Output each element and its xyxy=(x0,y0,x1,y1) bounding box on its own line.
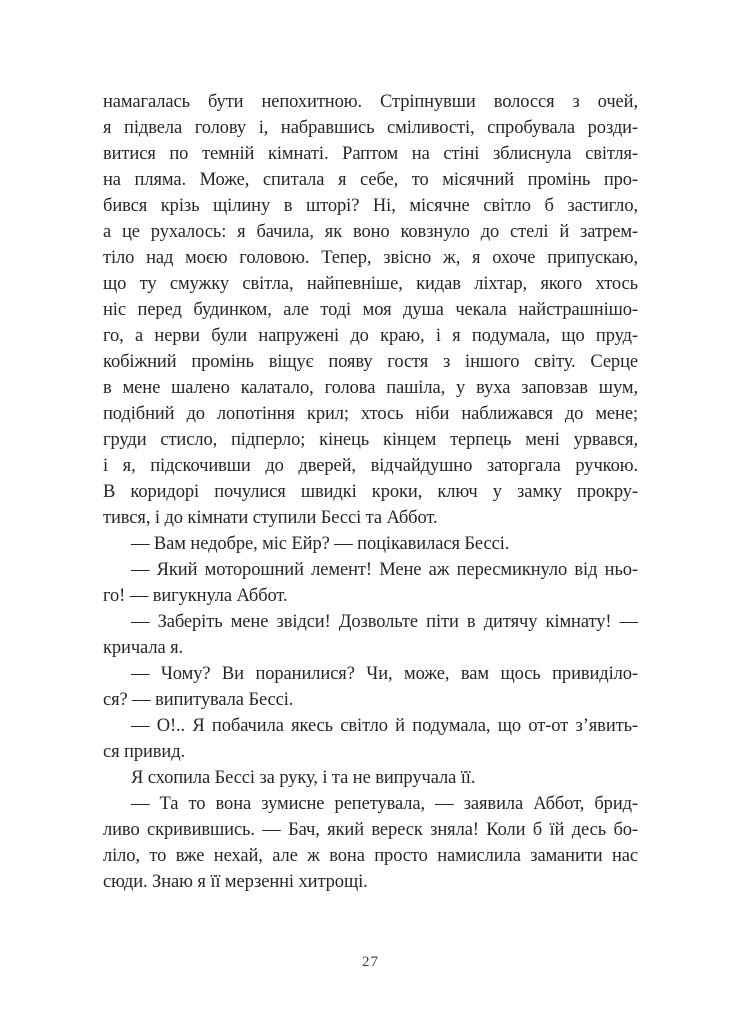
text-line: Я схопила Бессі за руку, і та не випручала її. xyxy=(131,768,476,788)
text-line: сюди. Знаю я її мерзенні хитрощі. xyxy=(103,872,368,892)
text-line: тіло над моєю головою. Тепер, звісно ж, я охоче припускаю, xyxy=(103,248,638,268)
paragraph xyxy=(103,765,638,791)
page-number: 27 xyxy=(362,954,379,970)
text-line: витися по темній кімнаті. Раптом на стіні зблиснула світля- xyxy=(103,144,638,164)
text-line: — Та то вона зумисне репетувала, — заявила Аббот, брид- xyxy=(131,794,638,814)
text-line: — Заберіть мене звідси! Дозвольте піти в дитячу кімнату! — xyxy=(131,612,638,632)
paragraph xyxy=(103,661,638,713)
text-line: — О!.. Я побачила якесь світло й подумала, що от-от з’явить- xyxy=(131,716,638,736)
text-line: кобіжний промінь віщує появу гостя з іншого світу. Серце xyxy=(103,352,638,372)
text-line: на пляма. Може, спитала я себе, то місячний промінь про- xyxy=(103,170,638,190)
text-line: а це рухалось: я бачила, як воно ковзнуло до стелі й затрем- xyxy=(103,222,638,242)
text-line: го, а нерви були напружені до краю, і я подумала, що пруд- xyxy=(103,326,638,346)
text-line: ніс перед будинком, але тоді моя душа чекала найстрашнішо- xyxy=(103,300,638,320)
text-line: ліло, то вже нехай, але ж вона просто намислила заманити нас xyxy=(103,846,638,866)
text-line: — Вам недобре, міс Ейр? — поцікавилася Бессі. xyxy=(131,534,510,554)
text-line: і я, підскочивши до дверей, відчайдушно заторгала ручкою. xyxy=(103,456,638,476)
page-footer xyxy=(103,953,638,971)
text-line: груди стисло, підперло; кінець кінцем терпець мені урвався, xyxy=(103,430,638,450)
text-line: — Який моторошний лемент! Мене аж пересмикнуло від ньо- xyxy=(131,560,638,580)
text-block xyxy=(103,89,638,895)
text-line: ся привид. xyxy=(103,742,186,762)
text-line: подібний до лопотіння крил; хтось ніби наближався до мене; xyxy=(103,404,638,424)
text-line: я підвела голову і, набравшись сміливості, спробувала розди- xyxy=(103,118,638,138)
text-line: в мене шалено калатало, голова пашіла, у вуха заповзав шум, xyxy=(103,378,638,398)
text-line: тився, і до кімнати ступили Бессі та Аббот. xyxy=(103,508,438,528)
text-line: бився крізь щілину в шторі? Ні, місячне світло б застигло, xyxy=(103,196,638,216)
text-line: намагалась бути непохитною. Стріпнувши волосся з очей, xyxy=(103,92,638,112)
text-line: го! — вигукнула Аббот. xyxy=(103,586,288,606)
paragraph xyxy=(103,609,638,661)
text-line: ливо скривившись. — Бач, який вереск зняла! Коли б їй десь бо- xyxy=(103,820,638,840)
paragraph xyxy=(103,531,638,557)
text-line: кричала я. xyxy=(103,638,184,658)
paragraph xyxy=(103,89,638,531)
text-line: ся? — випитувала Бессі. xyxy=(103,690,294,710)
text-line: — Чому? Ви поранилися? Чи, може, вам щось привиділо- xyxy=(131,664,638,684)
paragraph xyxy=(103,713,638,765)
paragraph xyxy=(103,557,638,609)
text-line: В коридорі почулися швидкі кроки, ключ у замку прокру- xyxy=(103,482,638,502)
paragraph xyxy=(103,791,638,895)
text-line: що ту смужку світла, найпевніше, кидав ліхтар, якого хтось xyxy=(103,274,638,294)
